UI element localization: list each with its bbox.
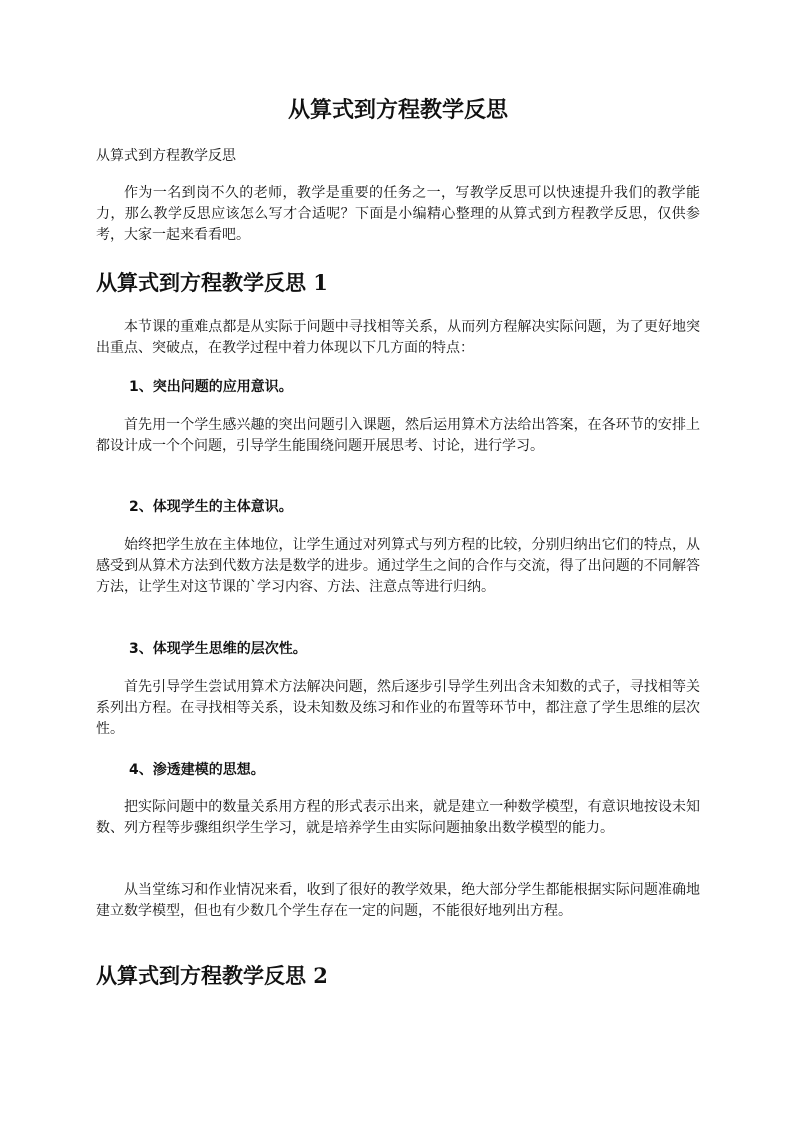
point-1-heading: 1、突出问题的应用意识。 bbox=[129, 379, 293, 395]
point-2-body: 始终把学生放在主体地位，让学生通过对列算式与列方程的比较，分别归纳出它们的特点，从感受到从算术方法到代数方法是数学的进步。通过学生之间的合作与交流，得了出问题的不同解答方法，让学生对这节课的`学习内容、方法、注意点等进行归纳。 bbox=[96, 537, 700, 595]
point-4-heading: 4、渗透建模的思想。 bbox=[129, 762, 265, 778]
point-4-body: 把实际问题中的数量关系用方程的形式表示出来，就是建立一种数学模型，有意识地按设未知数、列方程等步骤组织学生学习，就是培养学生由实际问题抽象出数学模型的能力。 bbox=[96, 799, 700, 836]
section-2-heading: 从算式到方程教学反思 2 bbox=[96, 963, 328, 988]
point-3-heading: 3、体现学生思维的层次性。 bbox=[129, 641, 307, 657]
section-1-closing-paragraph: 从当堂练习和作业情况来看，收到了很好的教学效果，绝大部分学生都能根据实际问题准确地建立数学模型，但也有少数几个学生存在一定的问题，不能很好地列出方程。 bbox=[96, 882, 700, 919]
point-2-heading: 2、体现学生的主体意识。 bbox=[129, 499, 293, 515]
section-1-heading: 从算式到方程教学反思 1 bbox=[96, 270, 328, 295]
point-1-body: 首先用一个学生感兴趣的突出问题引入课题，然后运用算术方法给出答案，在各环节的安排上都设计成一个个问题，引导学生能围绕问题开展思考、讨论，进行学习。 bbox=[96, 417, 700, 454]
document-title: 从算式到方程教学反思 bbox=[287, 97, 508, 123]
section-1-lead-paragraph: 本节课的重难点都是从实际于问题中寻找相等关系，从而列方程解决实际问题，为了更好地突出重点、突破点，在教学过程中着力体现以下几方面的特点： bbox=[96, 319, 700, 356]
point-3-body: 首先引导学生尝试用算术方法解决问题，然后逐步引导学生列出含未知数的式子，寻找相等关系列出方程。在寻找相等关系，设未知数及练习和作业的布置等环节中，都注意了学生思维的层次性。 bbox=[96, 679, 700, 737]
intro-paragraph: 作为一名到岗不久的老师，教学是重要的任务之一，写教学反思可以快速提升我们的教学能力，那么教学反思应该怎么写才合适呢？下面是小编精心整理的从算式到方程教学反思，仅供参考，大家一起来看看吧。 bbox=[96, 185, 700, 243]
document-subtitle: 从算式到方程教学反思 bbox=[96, 148, 236, 164]
